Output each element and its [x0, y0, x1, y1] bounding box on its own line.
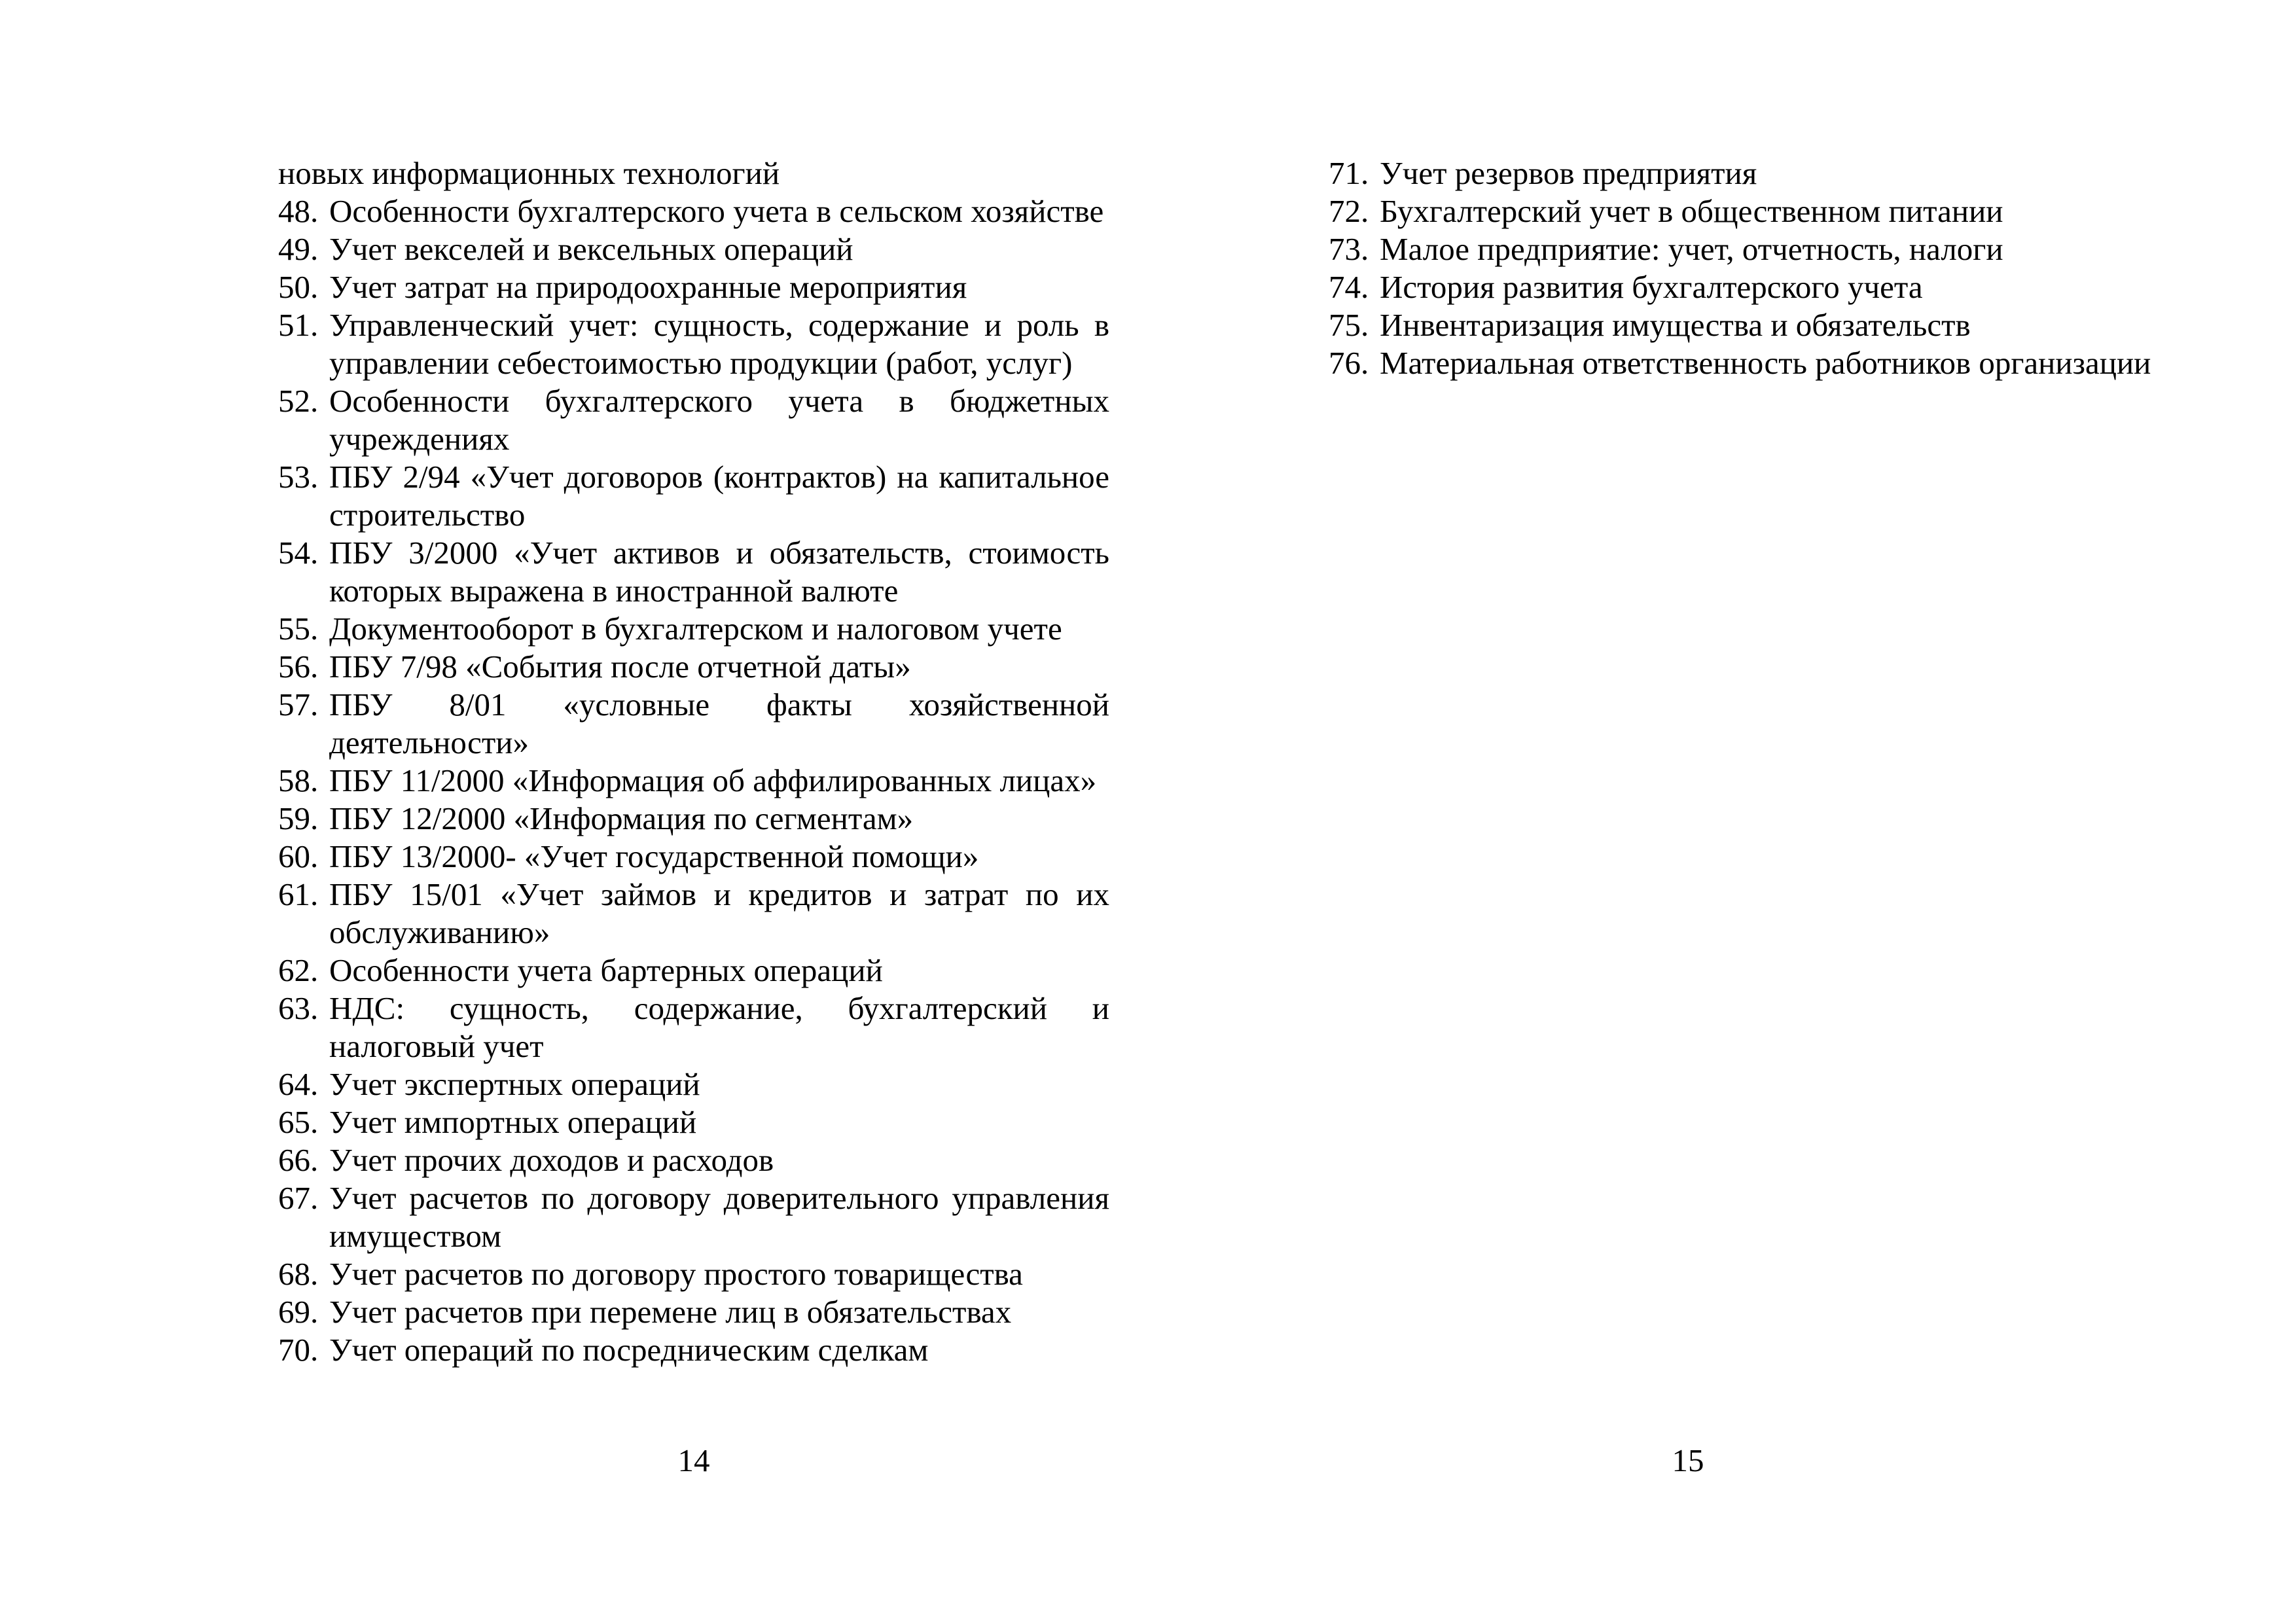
- item-text: Учет прочих доходов и расходов: [329, 1142, 774, 1178]
- item-text: ПБУ 13/2000- «Учет государственной помощи»: [329, 838, 979, 874]
- item-number: 69.: [278, 1294, 319, 1330]
- item-number: 59.: [278, 800, 319, 836]
- list-item: [278, 268, 1109, 306]
- list-item: [1329, 268, 2160, 306]
- item-text: Управленческий учет: сущность, содержание и роль в управлении себестоимостью продукции (работ, услуг): [329, 307, 1109, 381]
- list-item: [278, 838, 1109, 876]
- item-number: 64.: [278, 1066, 319, 1102]
- page-number: 14: [677, 1442, 710, 1478]
- item-number: 58.: [278, 762, 319, 798]
- item-number: 66.: [278, 1142, 319, 1178]
- list-item: [278, 610, 1109, 648]
- item-text: Учет расчетов по договору простого товарищества: [329, 1256, 1023, 1292]
- item-text: Материальная ответственность работников организации: [1380, 345, 2151, 381]
- item-text: Особенности бухгалтерского учета в бюджетных учреждениях: [329, 383, 1109, 457]
- list-item: [278, 686, 1109, 762]
- item-text: Особенности учета бартерных операций: [329, 952, 883, 988]
- list-item: [278, 1065, 1109, 1103]
- list-item: [278, 876, 1109, 952]
- list-item: [278, 306, 1109, 382]
- item-text: Учет расчетов по договору доверительного управления имуществом: [329, 1180, 1109, 1254]
- item-text: Малое предприятие: учет, отчетность, налоги: [1380, 231, 2003, 267]
- item-text: Учет операций по посредническим сделкам: [329, 1332, 929, 1368]
- item-number: 55.: [278, 611, 319, 647]
- list-item: [1329, 154, 2160, 192]
- item-text: Учет резервов предприятия: [1380, 155, 1757, 191]
- item-number: 54.: [278, 535, 319, 571]
- item-number: 74.: [1329, 269, 1369, 305]
- list-item: [278, 762, 1109, 800]
- list-item: [1329, 344, 2160, 382]
- item-text: ПБУ 2/94 «Учет договоров (контрактов) на капитальное строительство: [329, 459, 1109, 533]
- list-item: [278, 192, 1109, 230]
- list-item: [278, 1293, 1109, 1331]
- list-item: [278, 1103, 1109, 1141]
- item-number: 75.: [1329, 307, 1369, 343]
- item-number: 53.: [278, 459, 319, 495]
- item-text: Учет экспертных операций: [329, 1066, 700, 1102]
- item-number: 61.: [278, 876, 319, 912]
- item-text: Инвентаризация имущества и обязательств: [1380, 307, 1971, 343]
- item-text: ПБУ 12/2000 «Информация по сегментам»: [329, 800, 914, 836]
- item-text: Документооборот в бухгалтерском и налоговом учете: [329, 611, 1062, 647]
- item-number: 70.: [278, 1332, 319, 1368]
- item-number: 65.: [278, 1104, 319, 1140]
- item-text: ПБУ 3/2000 «Учет активов и обязательств, стоимость которых выражена в иностранной валюте: [329, 535, 1109, 609]
- right-topic-list: [1329, 154, 2160, 382]
- item-number: 73.: [1329, 231, 1369, 267]
- list-item: [278, 382, 1109, 458]
- list-item: [278, 534, 1109, 610]
- item-number: 68.: [278, 1256, 319, 1292]
- item-text: НДС: сущность, содержание, бухгалтерский и налоговый учет: [329, 990, 1109, 1064]
- item-number: 56.: [278, 649, 319, 685]
- item-number: 63.: [278, 990, 319, 1026]
- item-text: Учет затрат на природоохранные мероприятия: [329, 269, 967, 305]
- list-item: [278, 990, 1109, 1065]
- list-item: [278, 952, 1109, 990]
- list-item: [278, 648, 1109, 686]
- item-number: 76.: [1329, 345, 1369, 381]
- item-text: ПБУ 15/01 «Учет займов и кредитов и затрат по их обслуживанию»: [329, 876, 1109, 950]
- item-number: 52.: [278, 383, 319, 419]
- list-item: [1329, 306, 2160, 344]
- item-number: 50.: [278, 269, 319, 305]
- item-text: ПБУ 8/01 «условные факты хозяйственной деятельности»: [329, 687, 1109, 760]
- item-number: 71.: [1329, 155, 1369, 191]
- item-number: 51.: [278, 307, 319, 343]
- list-item: [278, 1179, 1109, 1255]
- item-number: 57.: [278, 687, 319, 722]
- item-number: 48.: [278, 193, 319, 229]
- page-number: 15: [1672, 1442, 1704, 1478]
- list-item: [278, 1141, 1109, 1179]
- list-item: [278, 1255, 1109, 1293]
- item-text: История развития бухгалтерского учета: [1380, 269, 1923, 305]
- item-text: Особенности бухгалтерского учета в сельском хозяйстве: [329, 193, 1104, 229]
- item-number: 49.: [278, 231, 319, 267]
- item-text: Бухгалтерский учет в общественном питании: [1380, 193, 2003, 229]
- list-item: [1329, 230, 2160, 268]
- right-page: [1148, 0, 2296, 1623]
- item-text: ПБУ 11/2000 «Информация об аффилированных лицах»: [329, 762, 1097, 798]
- item-number: 60.: [278, 838, 319, 874]
- continuation-line: новых информационных технологий: [278, 155, 780, 191]
- list-item: [278, 230, 1109, 268]
- item-text: Учет векселей и вексельных операций: [329, 231, 853, 267]
- list-item: [278, 800, 1109, 838]
- item-number: 67.: [278, 1180, 319, 1216]
- item-number: 62.: [278, 952, 319, 988]
- list-item: [1329, 192, 2160, 230]
- item-number: 72.: [1329, 193, 1369, 229]
- list-item: [278, 1331, 1109, 1369]
- item-text: Учет расчетов при перемене лиц в обязательствах: [329, 1294, 1012, 1330]
- item-text: ПБУ 7/98 «События после отчетной даты»: [329, 649, 911, 685]
- left-topic-list: [278, 154, 1109, 1369]
- item-text: Учет импортных операций: [329, 1104, 697, 1140]
- list-item: [278, 458, 1109, 534]
